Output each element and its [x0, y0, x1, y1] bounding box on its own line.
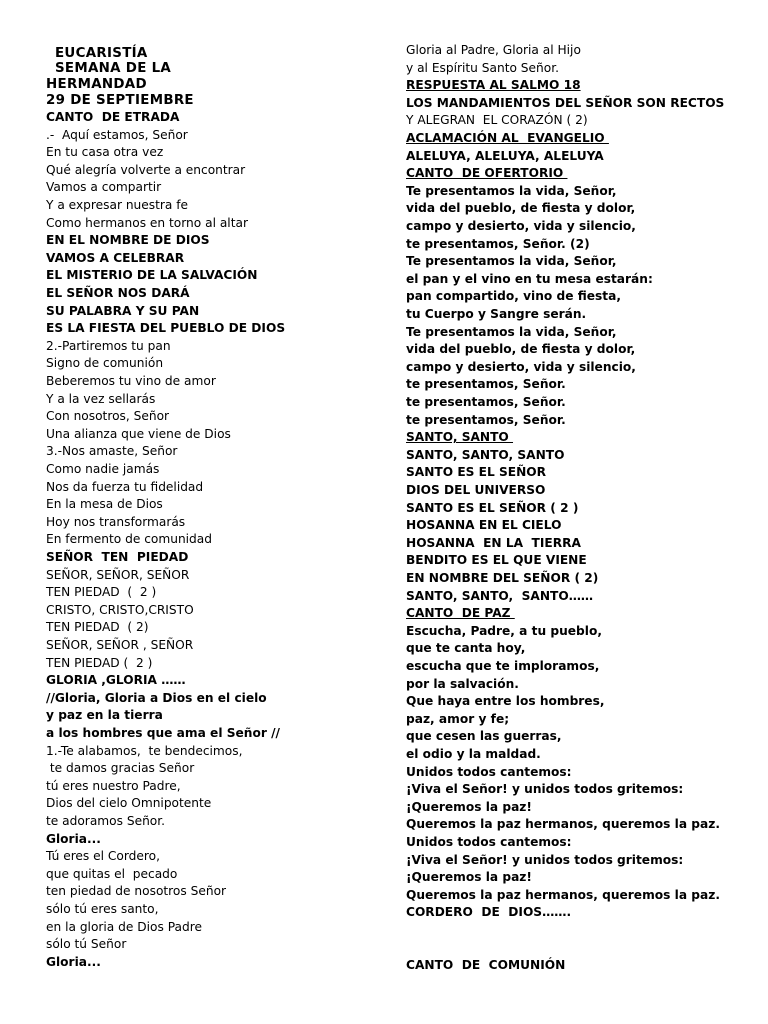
text-line: SEÑOR TEN PIEDAD	[46, 550, 189, 564]
text-line: campo y desierto, vida y silencio,	[406, 359, 636, 374]
text-line: SANTO, SANTO, SANTO……	[406, 588, 594, 603]
text-line: el pan y el vino en tu mesa estarán:	[406, 271, 653, 286]
text-line: que te canta hoy,	[406, 641, 526, 656]
text-line: Unidos todos cantemos:	[406, 835, 572, 849]
text-line: SEÑOR, SEÑOR , SEÑOR	[46, 638, 194, 652]
section-heading: CANTO DE PAZ	[406, 606, 515, 621]
text-line: Y ALEGRAN EL CORAZÓN ( 2)	[406, 113, 588, 128]
text-line: Y a la vez sellarás	[46, 391, 156, 406]
text-line: tú eres nuestro Padre,	[46, 778, 181, 793]
text-line: Como nadie jamás	[46, 462, 160, 476]
text-line: y al Espíritu Santo Señor.	[406, 60, 559, 75]
section-heading: CANTO DE OFERTORIO	[406, 166, 568, 181]
text-line: .- Aquí estamos, Señor	[46, 127, 188, 142]
section-heading: RESPUESTA AL SALMO 18	[406, 78, 581, 93]
text-line: el odio y la maldad.	[406, 747, 541, 761]
text-line: LOS MANDAMIENTOS DEL SEÑOR SON RECTOS	[406, 95, 725, 110]
text-line: te presentamos, Señor. (2)	[406, 236, 590, 251]
section-heading: SANTO, SANTO	[406, 430, 514, 445]
text-line: Hoy nos transformarás	[46, 514, 186, 529]
text-line: //Gloria, Gloria a Dios en el cielo	[46, 690, 267, 705]
header-line-1: EUCARISTÍA	[50, 46, 148, 61]
text-line: ten piedad de nosotros Señor	[46, 884, 227, 899]
text-line: SANTO, SANTO, SANTO	[406, 447, 565, 462]
text-line: pan compartido, vino de fiesta,	[406, 289, 621, 304]
text-line: sólo tú Señor	[46, 937, 127, 952]
text-line: te damos gracias Señor	[46, 761, 195, 776]
text-line: Beberemos tu vino de amor	[46, 374, 216, 388]
text-line: ES LA FIESTA DEL PUEBLO DE DIOS	[46, 321, 286, 336]
text-line: EN NOMBRE DEL SEÑOR ( 2)	[406, 571, 599, 585]
text-line: Te presentamos la vida, Señor,	[406, 324, 617, 339]
text-line: Te presentamos la vida, Señor,	[406, 254, 617, 269]
text-line: y paz en la tierra	[46, 708, 163, 723]
text-line: CRISTO, CRISTO,CRISTO	[46, 602, 194, 617]
header-line-3: HERMANDAD	[46, 77, 147, 92]
text-line: CANTO DE ETRADA	[46, 110, 180, 124]
text-line: Escucha, Padre, a tu pueblo,	[406, 623, 602, 638]
text-line: que cesen las guerras,	[406, 729, 562, 744]
text-line: ¡Queremos la paz!	[406, 799, 532, 814]
text-line: ¡Queremos la paz!	[406, 870, 532, 885]
text-line: Tú eres el Cordero,	[46, 849, 160, 864]
text-line: SU PALABRA Y SU PAN	[46, 303, 200, 318]
text-line: Vamos a compartir	[46, 180, 162, 195]
text-line: te presentamos, Señor.	[406, 395, 566, 409]
text-line: tu Cuerpo y Sangre serán.	[406, 307, 587, 321]
text-line: En la mesa de Dios	[46, 497, 163, 512]
text-line: HOSANNA EN EL CIELO	[406, 518, 562, 533]
text-line: Te presentamos la vida, Señor,	[406, 183, 617, 198]
text-line: vida del pueblo, de fiesta y dolor,	[406, 342, 636, 357]
text-line: En fermento de comunidad	[46, 532, 213, 547]
text-line: TEN PIEDAD ( 2 )	[46, 655, 153, 670]
text-line: Y a expresar nuestra fe	[46, 198, 189, 212]
text-line: por la salvación.	[406, 676, 519, 691]
text-line: Queremos la paz hermanos, queremos la paz.	[406, 887, 720, 902]
text-line: Una alianza que viene de Dios	[46, 426, 231, 441]
text-line: te presentamos, Señor.	[406, 377, 566, 392]
text-line: sólo tú eres santo,	[46, 902, 159, 916]
text-line: paz, amor y fe;	[406, 711, 510, 726]
text-line: ALELUYA, ALELUYA, ALELUYA	[406, 148, 604, 163]
text-line: SANTO ES EL SEÑOR	[406, 465, 547, 480]
text-line: Queremos la paz hermanos, queremos la paz.	[406, 817, 720, 832]
text-line: EN EL NOMBRE DE DIOS	[46, 233, 210, 248]
text-line: te adoramos Señor.	[46, 814, 166, 828]
header-line-2: SEMANA DE LA	[50, 61, 172, 76]
text-line: TEN PIEDAD ( 2)	[46, 620, 149, 635]
text-line: DIOS DEL UNIVERSO	[406, 483, 546, 497]
text-line: ¡Viva el Señor! y unidos todos gritemos:	[406, 782, 684, 797]
text-line: TEN PIEDAD ( 2 )	[46, 585, 157, 600]
text-line: Dios del cielo Omnipotente	[46, 796, 212, 811]
text-line: 1.-Te alabamos, te bendecimos,	[46, 743, 243, 758]
text-line: BENDITO ES EL QUE VIENE	[406, 553, 587, 568]
text-line: SANTO ES EL SEÑOR ( 2 )	[406, 500, 579, 515]
text-line: EL SEÑOR NOS DARÁ	[46, 286, 190, 300]
text-line: GLORIA ,GLORIA ……	[46, 673, 186, 688]
text-line: EL MISTERIO DE LA SALVACIÓN	[46, 268, 258, 283]
text-line: Gloria...	[46, 831, 101, 846]
text-line: escucha que te imploramos,	[406, 659, 600, 673]
text-line: CORDERO DE DIOS…….	[406, 905, 572, 920]
text-line: 3.-Nos amaste, Señor	[46, 444, 178, 459]
text-line: vida del pueblo, de fiesta y dolor,	[406, 201, 636, 216]
text-line: 2.-Partiremos tu pan	[46, 338, 171, 353]
text-line: SEÑOR, SEÑOR, SEÑOR	[46, 567, 190, 582]
text-line: CANTO DE COMUNIÓN	[406, 958, 566, 973]
text-line: ¡Viva el Señor! y unidos todos gritemos:	[406, 852, 684, 867]
text-line: Unidos todos cantemos:	[406, 764, 572, 779]
text-line: Que haya entre los hombres,	[406, 694, 605, 709]
text-line: Con nosotros, Señor	[46, 409, 170, 424]
text-line: En tu casa otra vez	[46, 145, 164, 160]
text-line: Gloria...	[46, 954, 101, 969]
text-line: a los hombres que ama el Señor //	[46, 726, 280, 740]
text-line: HOSANNA EN LA TIERRA	[406, 535, 581, 550]
text-line: campo y desierto, vida y silencio,	[406, 219, 636, 233]
text-line: Nos da fuerza tu fidelidad	[46, 479, 204, 494]
text-line: VAMOS A CELEBRAR	[46, 250, 185, 265]
section-heading: ACLAMACIÓN AL EVANGELIO	[406, 131, 609, 145]
header-line-4: 29 DE SEPTIEMBRE	[46, 93, 194, 108]
text-line: Qué alegría volverte a encontrar	[46, 162, 246, 177]
text-line: Signo de comunión	[46, 356, 164, 371]
text-line: Gloria al Padre, Gloria al Hijo	[406, 43, 581, 57]
text-line: te presentamos, Señor.	[406, 412, 566, 427]
text-line: en la gloria de Dios Padre	[46, 919, 202, 934]
text-line: que quitas el pecado	[46, 866, 178, 881]
text-line: Como hermanos en torno al altar	[46, 215, 248, 230]
